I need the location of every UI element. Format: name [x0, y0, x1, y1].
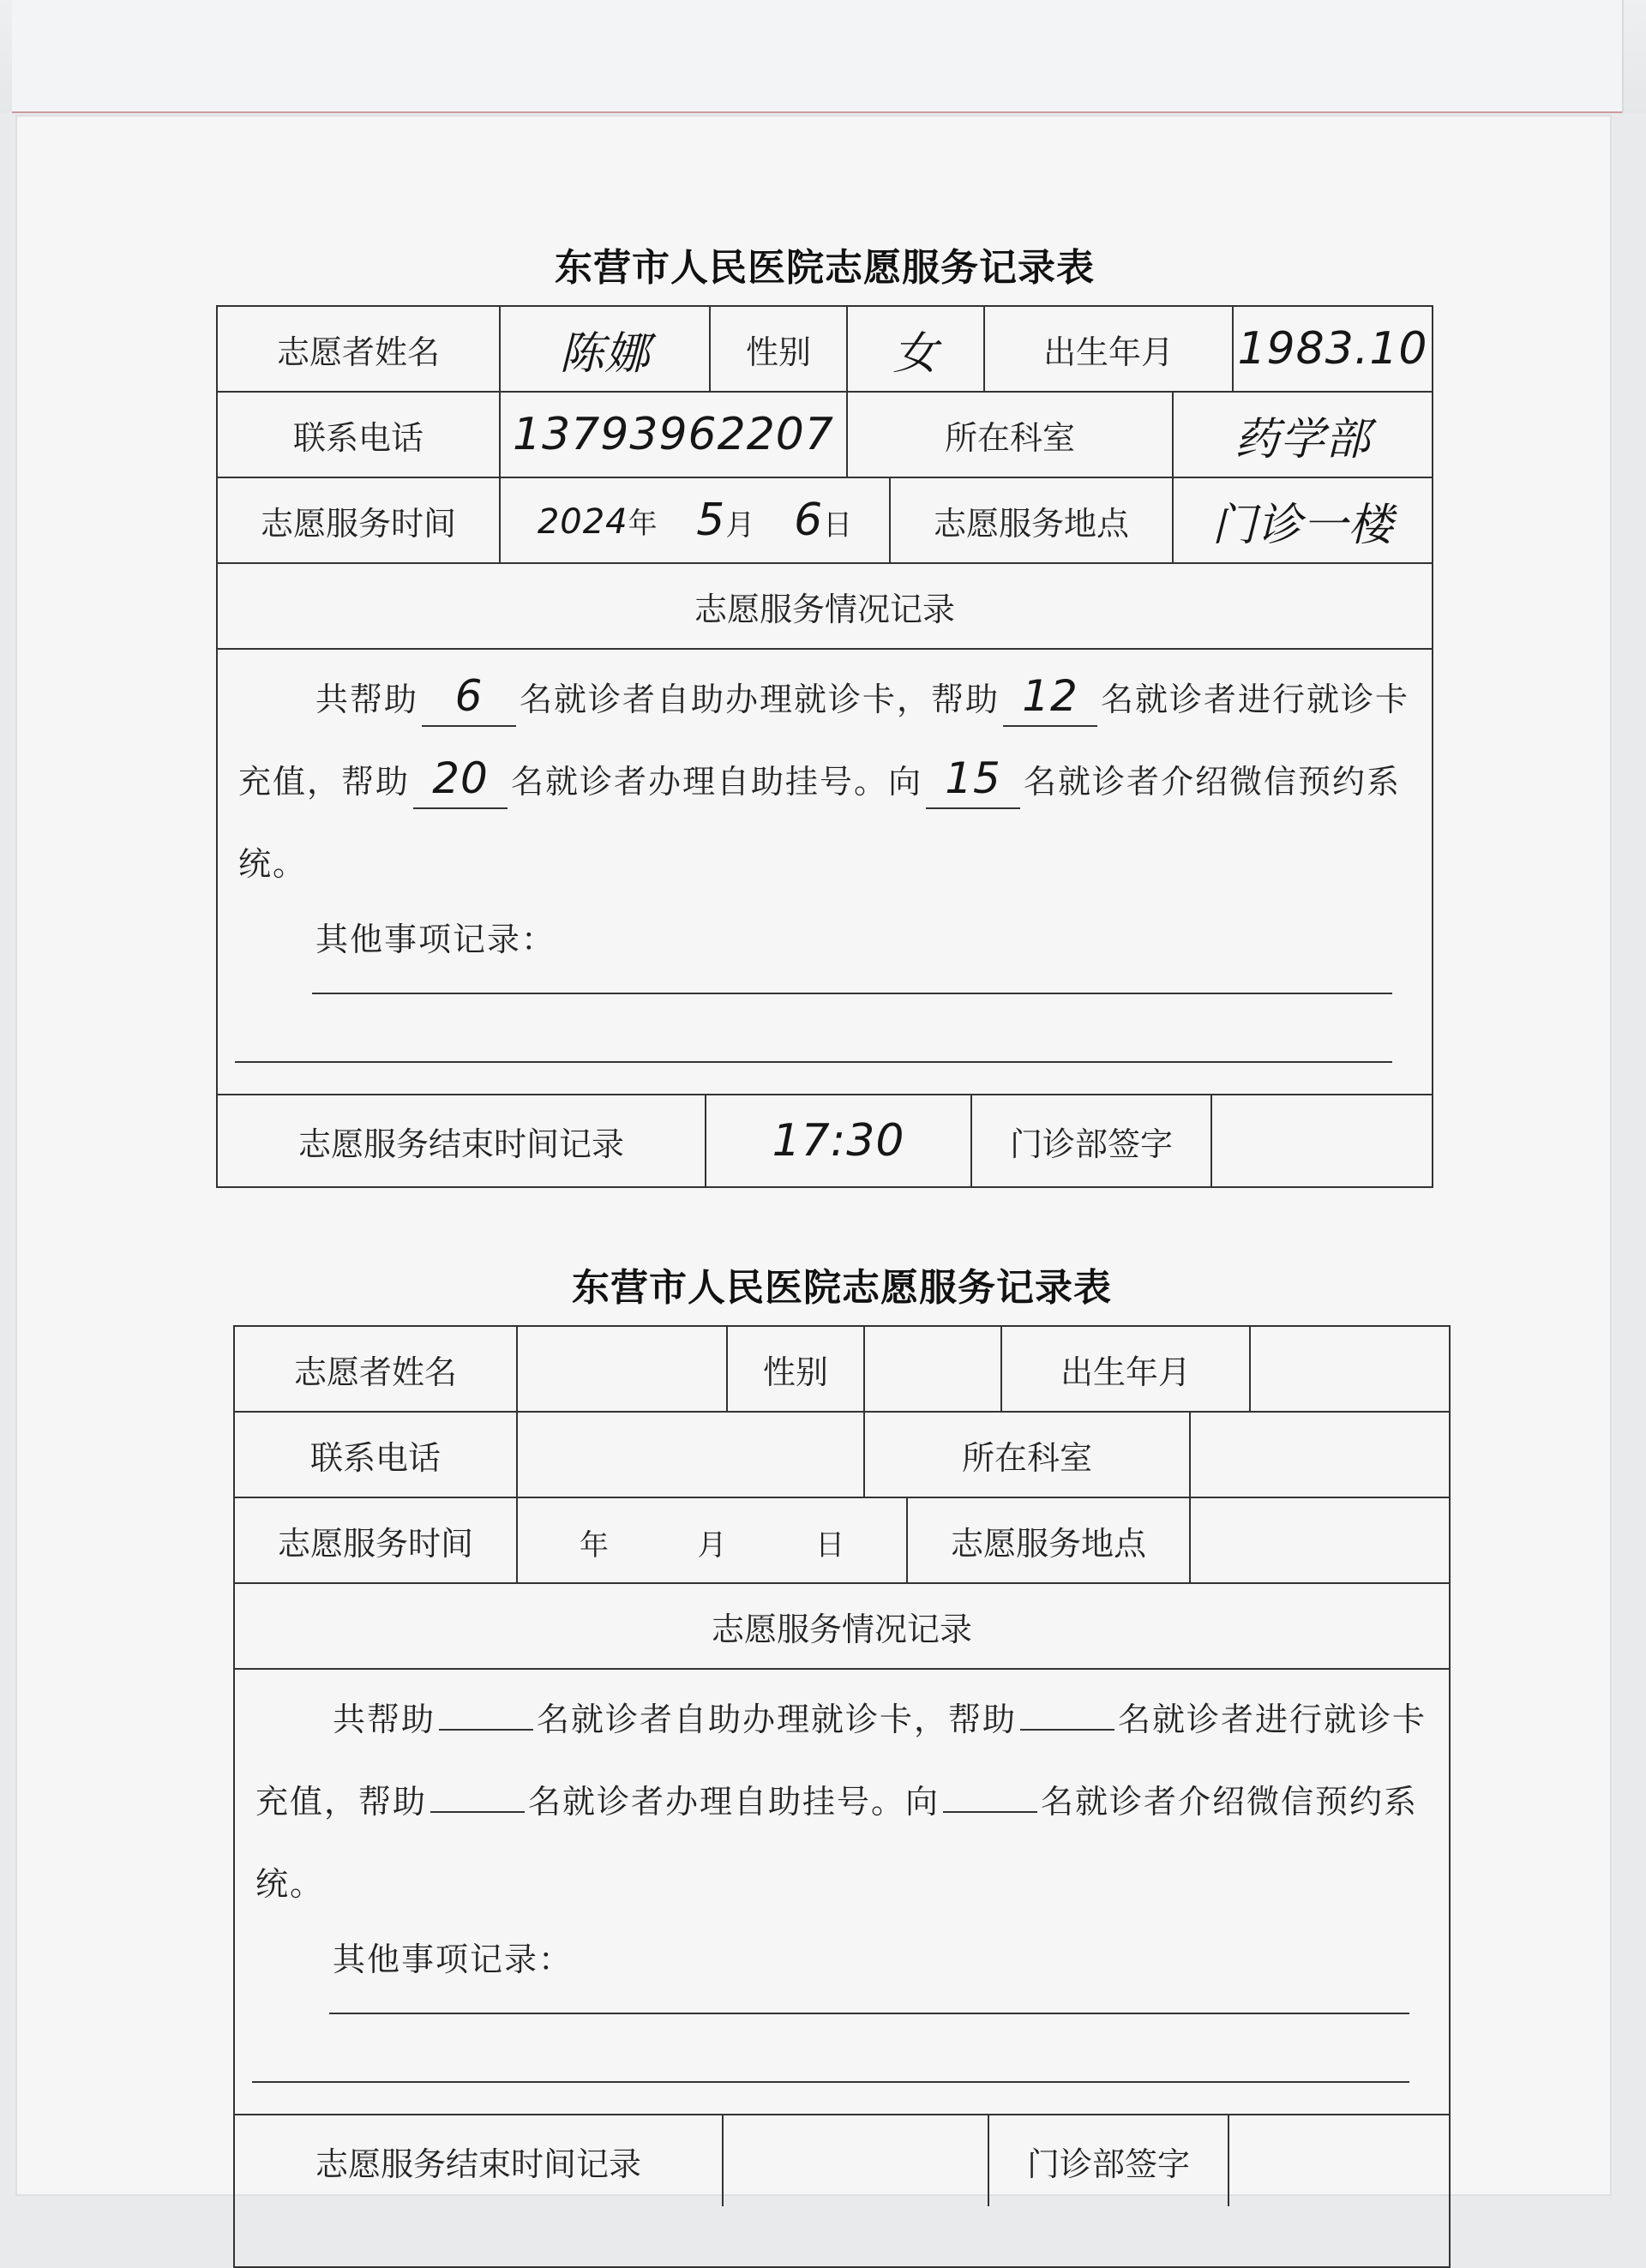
- dept-label: 所在科室: [848, 393, 1174, 477]
- record-section-title: 志愿服务情况记录: [711, 1610, 972, 1648]
- month-unit: 月: [697, 1528, 727, 1563]
- service-time-label: 志愿服务时间: [235, 1498, 518, 1582]
- blank-card-count[interactable]: [439, 1729, 533, 1731]
- body-text-3: 名就诊者进行就诊卡充值，帮助: [255, 1701, 1427, 1821]
- other-matters-line-1: [329, 2013, 1409, 2014]
- dept-value[interactable]: [1191, 1413, 1449, 1497]
- record-paragraph: [218, 658, 1432, 905]
- body-text-5: 名就诊者介绍微信预约系统。: [255, 1783, 1419, 1903]
- paper-sheet: [17, 117, 1610, 2194]
- body-text-4: 名就诊者办理自助挂号。向: [528, 1783, 940, 1821]
- signature-field[interactable]: [1229, 2115, 1449, 2206]
- other-matters-line-2: [252, 2081, 1409, 2083]
- record-paragraph: [235, 1678, 1449, 1925]
- birth-label: 出生年月: [985, 307, 1234, 391]
- service-month: 5: [696, 495, 726, 546]
- service-place-value[interactable]: 门诊一楼: [1211, 499, 1394, 551]
- blank-wechat-count-value: 15: [945, 753, 1001, 803]
- other-matters-label: [235, 1918, 1449, 2001]
- blank-card-count[interactable]: [422, 670, 516, 727]
- day-unit: 日: [815, 1528, 845, 1563]
- name-value[interactable]: 陈娜: [501, 307, 711, 391]
- service-date-value[interactable]: [501, 478, 891, 562]
- table-row-phone: [218, 393, 1432, 478]
- form-title: 东营市人民医院志愿服务记录表: [555, 246, 1095, 290]
- table-row-name: [235, 1327, 1449, 1413]
- month-unit: 月: [725, 508, 755, 543]
- body-text-4: 名就诊者办理自助挂号。向: [511, 763, 923, 801]
- body-text-1: 共帮助: [333, 1701, 436, 1738]
- end-time-label: 志愿服务结束时间记录: [235, 2115, 724, 2206]
- page-red-rule: [12, 111, 1622, 113]
- body-text-2: 名就诊者自助办理就诊卡，帮助: [520, 681, 1000, 718]
- body-text-5: 名就诊者介绍微信预约系统。: [238, 763, 1402, 883]
- table-row-record-title: [235, 1584, 1449, 1670]
- service-year: 2024: [537, 501, 628, 542]
- blank-card-count-value: 6: [454, 671, 484, 721]
- name-value[interactable]: [518, 1327, 728, 1411]
- signature-label: 门诊部签字: [989, 2115, 1229, 2206]
- other-matters-label: [218, 898, 1432, 981]
- service-date-value[interactable]: [518, 1498, 908, 1582]
- phone-value[interactable]: [518, 1413, 865, 1497]
- end-time-value[interactable]: 17:30: [706, 1095, 972, 1186]
- birth-value[interactable]: [1251, 1327, 1449, 1411]
- table-row-end-time: [218, 1095, 1432, 1186]
- blank-wechat-count[interactable]: [943, 1811, 1037, 1813]
- name-label: 志愿者姓名: [218, 307, 501, 391]
- phone-label: 联系电话: [218, 393, 501, 477]
- table-row-record-title: [218, 564, 1432, 650]
- previous-page-edge: [12, 0, 1624, 113]
- gender-label: 性别: [711, 307, 848, 391]
- record-table: [216, 305, 1433, 1188]
- other-matters-line-2: [235, 1061, 1392, 1063]
- table-row-service-time: [235, 1498, 1449, 1584]
- service-time-label: 志愿服务时间: [218, 478, 501, 562]
- body-text-3: 名就诊者进行就诊卡充值，帮助: [238, 681, 1410, 801]
- signature-field[interactable]: [1212, 1095, 1432, 1186]
- table-row-name: [218, 307, 1432, 393]
- service-place-value[interactable]: [1191, 1498, 1449, 1582]
- gender-label: 性别: [728, 1327, 865, 1411]
- birth-value[interactable]: 1983.10: [1237, 323, 1428, 375]
- gender-value[interactable]: 女: [848, 307, 985, 391]
- name-label: 志愿者姓名: [235, 1327, 518, 1411]
- year-unit: 年: [628, 506, 658, 541]
- blank-wechat-count[interactable]: [926, 753, 1020, 809]
- body-text-2: 名就诊者自助办理就诊卡，帮助: [537, 1701, 1018, 1738]
- signature-label: 门诊部签字: [972, 1095, 1212, 1186]
- table-row-end-time: [235, 2115, 1449, 2206]
- service-place-label: 志愿服务地点: [891, 478, 1174, 562]
- service-record-form-2: [233, 1257, 1451, 2217]
- blank-recharge-count[interactable]: [1020, 1729, 1114, 1731]
- other-matters-text: 其他事项记录：: [333, 1941, 574, 1978]
- dept-value[interactable]: 药学部: [1234, 413, 1371, 465]
- record-section-title: 志愿服务情况记录: [694, 590, 955, 628]
- other-matters-text: 其他事项记录：: [315, 921, 556, 958]
- day-unit: 日: [823, 508, 853, 543]
- service-day: 6: [794, 495, 824, 546]
- blank-register-count[interactable]: [413, 753, 508, 809]
- year-unit: 年: [579, 1528, 609, 1563]
- form-title: 东营市人民医院志愿服务记录表: [572, 1266, 1112, 1310]
- blank-recharge-count[interactable]: [1003, 670, 1097, 727]
- gender-value[interactable]: [865, 1327, 1002, 1411]
- other-matters-line-1: [312, 993, 1392, 994]
- end-time-value[interactable]: [724, 2115, 989, 2206]
- record-body: [235, 1670, 1449, 2115]
- birth-label: 出生年月: [1002, 1327, 1251, 1411]
- table-row-phone: [235, 1413, 1449, 1498]
- service-place-label: 志愿服务地点: [908, 1498, 1191, 1582]
- dept-label: 所在科室: [865, 1413, 1191, 1497]
- record-body: [218, 650, 1432, 1095]
- service-record-form-1: [216, 237, 1433, 1317]
- blank-register-count[interactable]: [430, 1811, 525, 1813]
- phone-value[interactable]: 13793962207: [501, 393, 848, 477]
- blank-register-count-value: 20: [432, 753, 489, 803]
- phone-label: 联系电话: [235, 1413, 518, 1497]
- body-text-1: 共帮助: [315, 681, 419, 718]
- table-row-service-time: [218, 478, 1432, 564]
- record-table: [233, 1325, 1451, 2268]
- blank-recharge-count-value: 12: [1022, 671, 1078, 721]
- end-time-label: 志愿服务结束时间记录: [218, 1095, 706, 1186]
